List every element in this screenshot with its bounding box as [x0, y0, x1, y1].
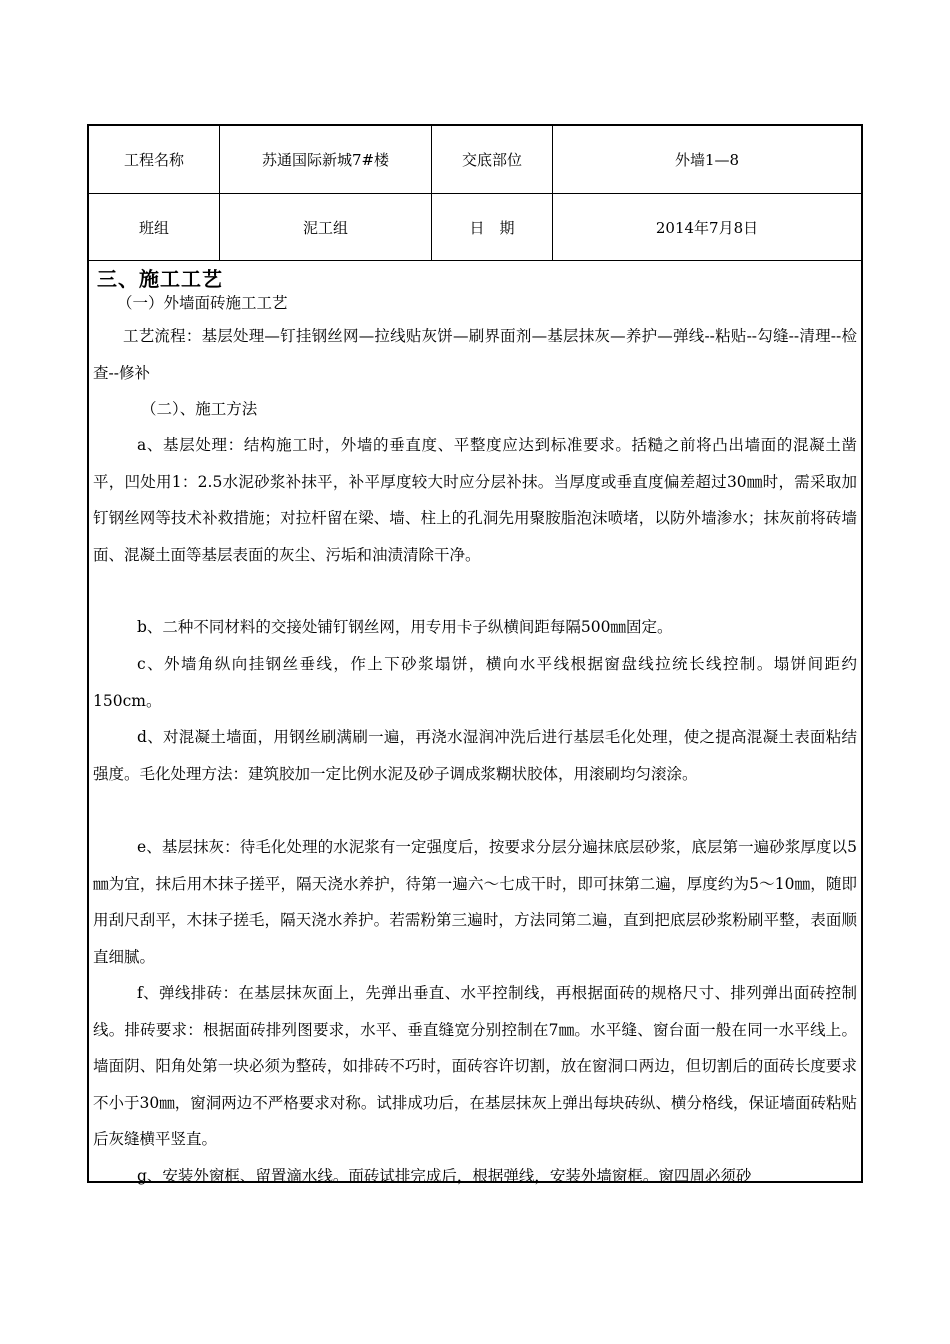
header-row-1	[89, 126, 861, 194]
paragraph-a: a、基层处理：结构施工时，外墙的垂直度、平整度应达到标准要求。括糙之前将凸出墙面的混凝土凿平，凹处用1：2.5水泥砂浆补抹平，补平厚度较大时应分层补抹。当厚度或垂直度偏差超过30㎜时，需采取加钉钢丝网等技术补救措施；对拉杆留在梁、墙、柱上的孔洞先用聚胺脂泡沫喷堵，以防外墙渗水；抹灰前将砖墙面、混凝土面等基层表面的灰尘、污垢和油渍清除干净。	[93, 436, 857, 564]
paragraph-g: g、安装外窗框、留置滴水线。面砖试排完成后，根据弹线，安装外墙窗框。窗四周必须砂	[137, 1167, 752, 1185]
team-value: 泥工组	[220, 194, 432, 260]
document-frame	[87, 124, 863, 1183]
section-title: 三、施工工艺	[97, 267, 223, 291]
paragraph-f: f、弹线排砖：在基层抹灰面上，先弹出垂直、水平控制线，再根据面砖的规格尺寸、排列弹出面砖控制线。排砖要求：根据面砖排列图要求，水平、垂直缝宽分别控制在7㎜。水平缝、窗台面一般在同一水平线上。墙面阴、阳角处第一块必须为整砖，如排砖不巧时，面砖容许切割，放在窗洞口两边，但切割后的面砖长度要求不小于30㎜，窗洞两边不严格要求对称。试排成功后，在基层抹灰上弹出每块砖纵、横分格线，保证墙面砖粘贴后灰缝横平竖直。	[93, 984, 857, 1148]
process-flow-paragraph: 工艺流程：基层处理—钉挂钢丝网—拉线贴灰饼—刷界面剂—基层抹灰—养护—弹线--粘贴--勾缝--清理--检查--修补	[93, 327, 857, 382]
method-title: （二）、施工方法	[141, 400, 258, 418]
date-label: 日 期	[432, 194, 553, 260]
team-label: 班组	[89, 194, 220, 260]
date-value: 2014年7月8日	[655, 218, 759, 237]
handover-location-label: 交底部位	[432, 126, 553, 193]
project-name-label: 工程名称	[89, 126, 220, 193]
paragraph-d: d、对混凝土墙面，用钢丝刷满刷一遍，再浇水湿润冲洗后进行基层毛化处理，使之提高混凝土表面粘结强度。毛化处理方法：建筑胶加一定比例水泥及砂子调成浆糊状胶体，用滚刷均匀滚涂。	[93, 728, 857, 783]
paragraph-b: b、二种不同材料的交接处铺钉钢丝网，用专用卡子纵横间距每隔500㎜固定。	[137, 618, 673, 636]
sub-title: （一）外墙面砖施工工艺	[117, 294, 288, 312]
project-name-value: 苏通国际新城7#楼	[220, 126, 432, 193]
handover-location-value: 外墙1—8	[674, 151, 740, 169]
paragraph-c: c、外墙角纵向挂钢丝垂线，作上下砂浆塌饼，横向水平线根据窗盘线拉统长线控制。塌饼间距约150cm。	[93, 655, 857, 710]
header-row-2	[89, 194, 861, 261]
paragraph-e: e、基层抹灰：待毛化处理的水泥浆有一定强度后，按要求分层分遍抹底层砂浆，底层第一遍砂浆厚度以5㎜为宜，抹后用木抹子搓平，隔天浇水养护，待第一遍六～七成干时，即可抹第二遍，厚度约为5～10㎜，随即用刮尺刮平，木抹子搓毛，隔天浇水养护。若需粉第三遍时，方法同第二遍，直到把底层砂浆粉刷平整，表面顺直细腻。	[93, 838, 857, 966]
